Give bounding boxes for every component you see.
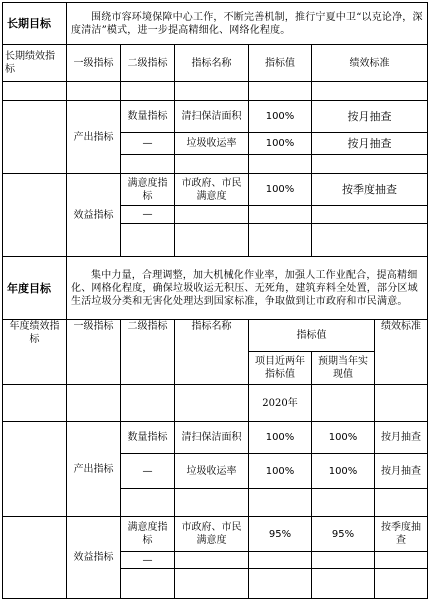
satisfaction-indicator-label: 满意度指标 [121, 517, 175, 552]
level1-header: 一级指标 [67, 45, 121, 82]
output-indicator-label: 产出指标 [67, 101, 121, 174]
table-row-value: 100% [249, 174, 312, 206]
table-row-name: 市政府、市民满意度 [175, 517, 249, 552]
dash-mark: — [121, 454, 175, 489]
history-value-header: 项目近两年指标值 [249, 352, 312, 385]
table-row-standard: 按月抽查 [312, 101, 428, 133]
table-row-standard: 按月抽查 [375, 454, 428, 489]
table-row-name: 清扫保洁面积 [175, 101, 249, 133]
expected-value-header: 预期当年实现值 [312, 352, 375, 385]
long-term-goals-table [2, 2, 428, 257]
table-row-standard: 按月抽查 [312, 133, 428, 155]
table-row-history: 100% [249, 454, 312, 489]
long-term-goal-label: 长期目标 [3, 3, 67, 45]
satisfaction-indicator-label: 满意度指标 [121, 174, 175, 206]
indicator-name-header: 指标名称 [175, 45, 249, 82]
table-row-name: 市政府、市民满意度 [175, 174, 249, 206]
annual-goal-description: 集中力量，合理调整，加大机械化作业率，加强人工作业配合，提高精细化、网格化程度，确保垃圾收运无积压、无死角，建筑弃料全处置，部分区域生活垃圾分类和无害化处理达到国家标准，争取做到让市政府和市民满意。 [67, 257, 428, 320]
table-row-expected: 100% [312, 422, 375, 454]
table-row-history: 95% [249, 517, 312, 552]
table-row-history: 100% [249, 422, 312, 454]
output-indicator-label: 产出指标 [67, 422, 121, 517]
indicator-name-header: 指标名称 [175, 320, 249, 385]
level1-header: 一级指标 [67, 320, 121, 385]
table-row-standard: 按月抽查 [375, 422, 428, 454]
level2-header: 二级指标 [121, 320, 175, 385]
annual-goal-label: 年度目标 [3, 257, 67, 320]
quantity-indicator-label: 数量指标 [121, 422, 175, 454]
table-row-standard: 按季度抽查 [312, 174, 428, 206]
dash-mark: — [121, 133, 175, 155]
year-label: 2020年 [249, 385, 312, 422]
table-row-expected: 100% [312, 454, 375, 489]
indicator-value-header: 指标值 [249, 45, 312, 82]
performance-goals-document [2, 2, 427, 600]
level2-header: 二级指标 [121, 45, 175, 82]
benefit-indicator-label: 效益指标 [67, 174, 121, 257]
table-row-name: 清扫保洁面积 [175, 422, 249, 454]
table-row-value: 100% [249, 101, 312, 133]
quantity-indicator-label: 数量指标 [121, 101, 175, 133]
table-row-value: 100% [249, 133, 312, 155]
performance-standard-header: 绩效标准 [375, 320, 428, 385]
long-term-goal-description: 围绕市容环境保障中心工作，不断完善机制，推行宁夏中卫“以克论净，深度清洁”模式，进一步提高精细化、网络化程度。 [67, 3, 428, 45]
performance-standard-header: 绩效标准 [312, 45, 428, 82]
benefit-indicator-label: 效益指标 [67, 517, 121, 599]
dash-mark: — [121, 552, 175, 569]
annual-indicator-header: 年度绩效指标 [3, 320, 67, 385]
dash-mark: — [121, 206, 175, 224]
table-row-name: 垃圾收运率 [175, 454, 249, 489]
annual-goals-table [2, 256, 428, 599]
table-row-standard: 按季度抽查 [375, 517, 428, 552]
table-row-expected: 95% [312, 517, 375, 552]
table-row-name: 垃圾收运率 [175, 133, 249, 155]
long-term-indicator-header: 长期绩效指标 [3, 45, 67, 82]
indicator-value-header: 指标值 [249, 320, 375, 352]
